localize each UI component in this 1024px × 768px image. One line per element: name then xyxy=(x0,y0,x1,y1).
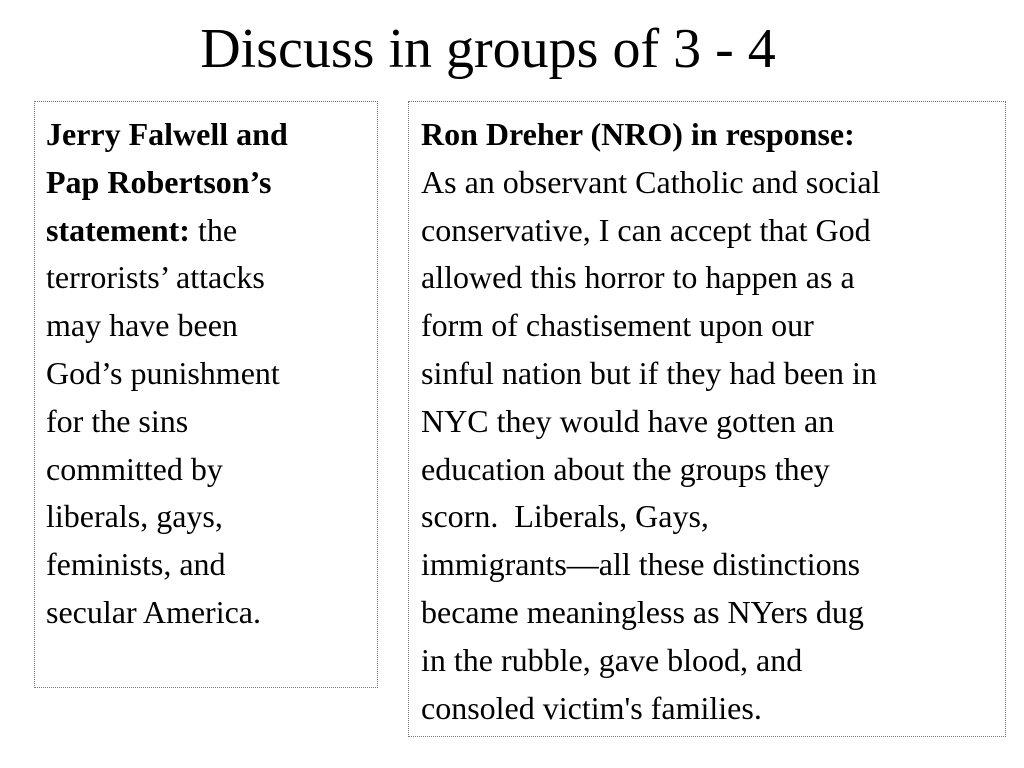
left-body-line: secular America. xyxy=(46,593,261,630)
right-body-line: form of chastisement upon our xyxy=(421,307,814,344)
dreher-response-box xyxy=(408,101,1006,737)
left-body-line: God’s punishment xyxy=(46,354,280,391)
right-body-line: education about the groups they xyxy=(421,450,830,487)
right-body-line: became meaningless as NYers dug xyxy=(421,593,864,630)
left-body-line: terrorists’ attacks xyxy=(46,259,265,296)
left-heading-final-line xyxy=(46,207,373,255)
right-body-line: consoled victim's families. xyxy=(421,689,762,726)
left-heading-line: Pap Robertson’s xyxy=(46,163,272,200)
left-body-line: liberals, gays, xyxy=(46,498,223,535)
left-body-line: committed by xyxy=(46,450,223,487)
right-body-line: immigrants—all these distinctions xyxy=(421,546,861,583)
left-body-line: feminists, and xyxy=(46,546,226,583)
left-heading-line: Jerry Falwell and xyxy=(46,116,288,152)
left-body-fragment: the xyxy=(189,211,238,248)
left-heading-line: statement: xyxy=(46,211,190,248)
right-body-line: scorn. Liberals, Gays, xyxy=(421,498,709,535)
left-body-line: may have been xyxy=(46,307,238,344)
slide-title: Discuss in groups of 3 - 4 xyxy=(200,18,776,80)
right-body-line: in the rubble, gave blood, and xyxy=(421,641,803,678)
right-body-line: NYC they would have gotten an xyxy=(421,402,835,439)
right-body-line: As an observant Catholic and social xyxy=(421,163,881,200)
right-heading: Ron Dreher (NRO) in response: xyxy=(421,116,855,152)
falwell-robertson-quote-box xyxy=(34,101,378,688)
right-body-line: allowed this horror to happen as a xyxy=(421,259,855,296)
right-body-line: conservative, I can accept that God xyxy=(421,211,871,248)
left-body-line: for the sins xyxy=(46,402,189,439)
right-body-line: sinful nation but if they had been in xyxy=(421,354,877,391)
